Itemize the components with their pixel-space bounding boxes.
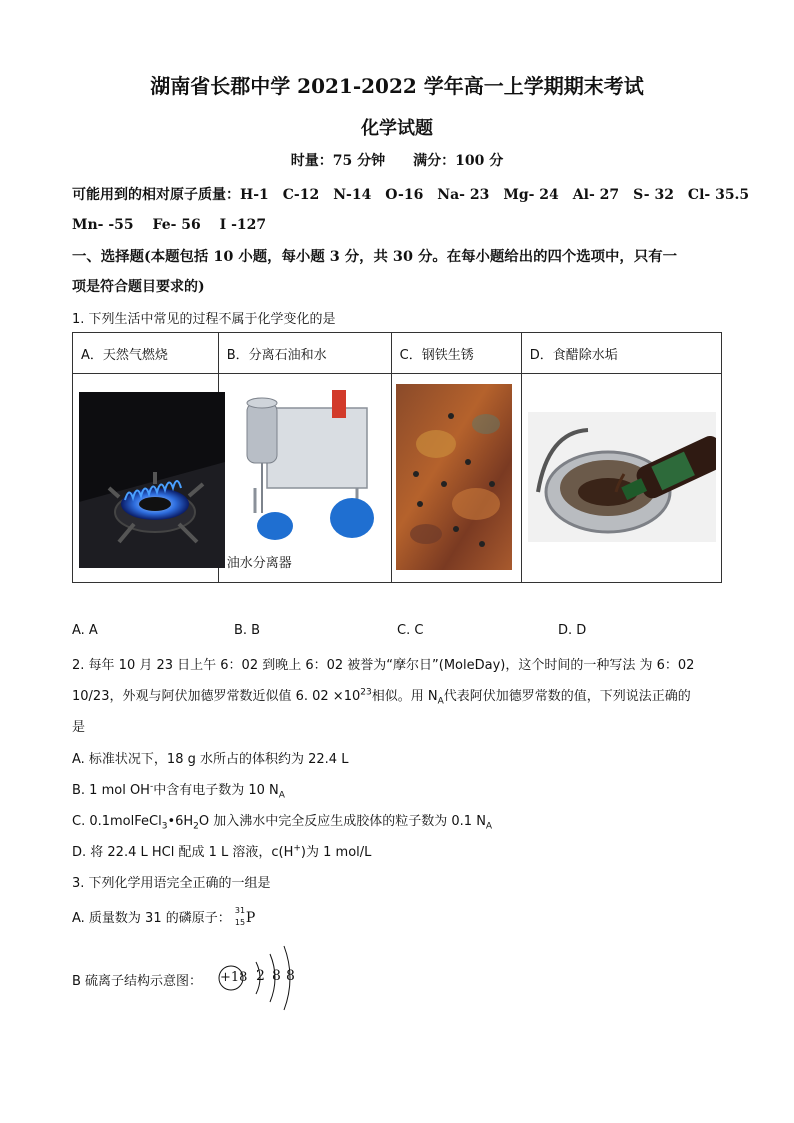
q2-option-c-sub1: 3 <box>161 821 168 832</box>
sulfur-ion-structure-diagram <box>212 942 312 1014</box>
gas-stove-image <box>73 374 218 582</box>
q1-option-a-label: A．天然气燃烧 <box>73 333 219 374</box>
q2-option-b <box>72 779 285 801</box>
q1-answer-d: D. D <box>558 623 587 638</box>
nuclide-symbol: P <box>245 909 256 926</box>
q1-option-c-label: C．钢铁生锈 <box>391 333 521 374</box>
q3-option-a <box>72 907 259 928</box>
oil-water-separator-caption: 油水分离器 <box>226 556 292 571</box>
nuclide-atomic-number: 15 <box>234 917 246 927</box>
shell-2-electrons: 8 <box>272 968 281 984</box>
oil-water-separator-image <box>219 374 391 582</box>
rusted-steel-image <box>392 374 521 582</box>
q2-stem-line2-part1: 10/23，外观与阿伏加德罗常数近似值 6. 02 ×10 <box>72 689 361 704</box>
shell-3-electrons: 8 <box>286 968 295 984</box>
time-info: 时量：75 分钟 满分：100 分 <box>290 153 504 169</box>
q3-option-a-text: A. 质量数为 31 的磷原子： <box>72 911 231 926</box>
q2-option-d-charge: + <box>293 843 301 854</box>
q2-option-a: A. 标准状况下，18 g 水所占的体积约为 22.4 L <box>72 752 349 767</box>
q1-options-table <box>72 332 722 583</box>
q2-stem-line2-part2: 相似。用 N <box>371 689 438 704</box>
atomic-mass-line1: 可能用到的相对原子质量：H-1 C-12 N-14 O-16 Na- 23 Mg- 24 Al- 27 S- 32 Cl- 35.5 <box>72 187 750 203</box>
section-heading-line2: 项是符合题目要求的) <box>72 279 205 295</box>
exam-subtitle: 化学试题 <box>361 118 433 139</box>
q2-stem-line3: 是 <box>72 720 86 735</box>
q1-answer-b: B. B <box>234 623 261 638</box>
q2-option-b-charge: - <box>149 781 154 792</box>
q2-option-c <box>72 810 492 832</box>
q2-option-b-part1: B. 1 mol OH <box>72 783 150 798</box>
q2-option-c-part2: •6H <box>167 814 194 829</box>
q2-option-c-sub2: 2 <box>193 821 199 832</box>
nucleus-charge: +18 <box>220 970 248 985</box>
q3-option-b-label: B 硫离子结构示意图： <box>72 974 203 989</box>
q2-option-c-part3: O 加入沸水中完全反应生成胶体的粒子数为 0.1 N <box>198 814 486 829</box>
q1-option-d-label: D．食醋除水垢 <box>521 333 721 374</box>
q2-option-c-part1: C. 0.1molFeCl <box>72 814 162 829</box>
q1-option-b-label: B．分离石油和水 <box>218 333 391 374</box>
q2-option-c-sub3: A <box>485 821 493 832</box>
shell-1-electrons: 2 <box>256 968 265 984</box>
q2-option-b-subscript: A <box>278 790 285 801</box>
q1-answer-a: A. A <box>72 623 98 638</box>
q1-answer-c: C. C <box>397 623 424 638</box>
q1-stem: 1. 下列生活中常见的过程不属于化学变化的是 <box>72 312 336 327</box>
q2-option-d <box>72 841 371 860</box>
section-heading-line1: 一、选择题(本题包括 10 小题，每小题 3 分，共 30 分。在每小题给出的四个选项中，只有一 <box>72 248 677 265</box>
q2-option-d-part1: D. 将 22.4 L HCl 配成 1 L 溶液，c(H <box>72 845 294 860</box>
q2-stem-line2-exponent: 23 <box>360 687 372 698</box>
q2-stem-line2 <box>72 685 691 707</box>
q2-option-b-part2: 中含有电子数为 10 N <box>153 783 279 798</box>
q3-stem: 3. 下列化学用语完全正确的一组是 <box>72 876 271 891</box>
exam-title: 湖南省长郡中学 2021-2022 学年高一上学期期末考试 <box>150 74 644 98</box>
vinegar-kettle-image <box>522 374 721 582</box>
atomic-mass-line2: Mn- -55 Fe- 56 I -127 <box>72 217 267 233</box>
phosphorus-nuclide <box>234 905 259 928</box>
q2-stem-line2-subscript: A <box>437 696 444 707</box>
nuclide-mass-number: 31 <box>234 905 246 915</box>
q2-stem-line2-part3: 代表阿伏加德罗常数的值，下列说法正确的 <box>443 689 691 704</box>
q2-option-d-part2: )为 1 mol/L <box>300 845 372 860</box>
q2-stem-line1: 2. 每年 10 月 23 日上午 6：02 到晚上 6：02 被誉为“摩尔日”(MoleDay)，这个时间的一种写法 为 6：02 <box>72 658 695 673</box>
